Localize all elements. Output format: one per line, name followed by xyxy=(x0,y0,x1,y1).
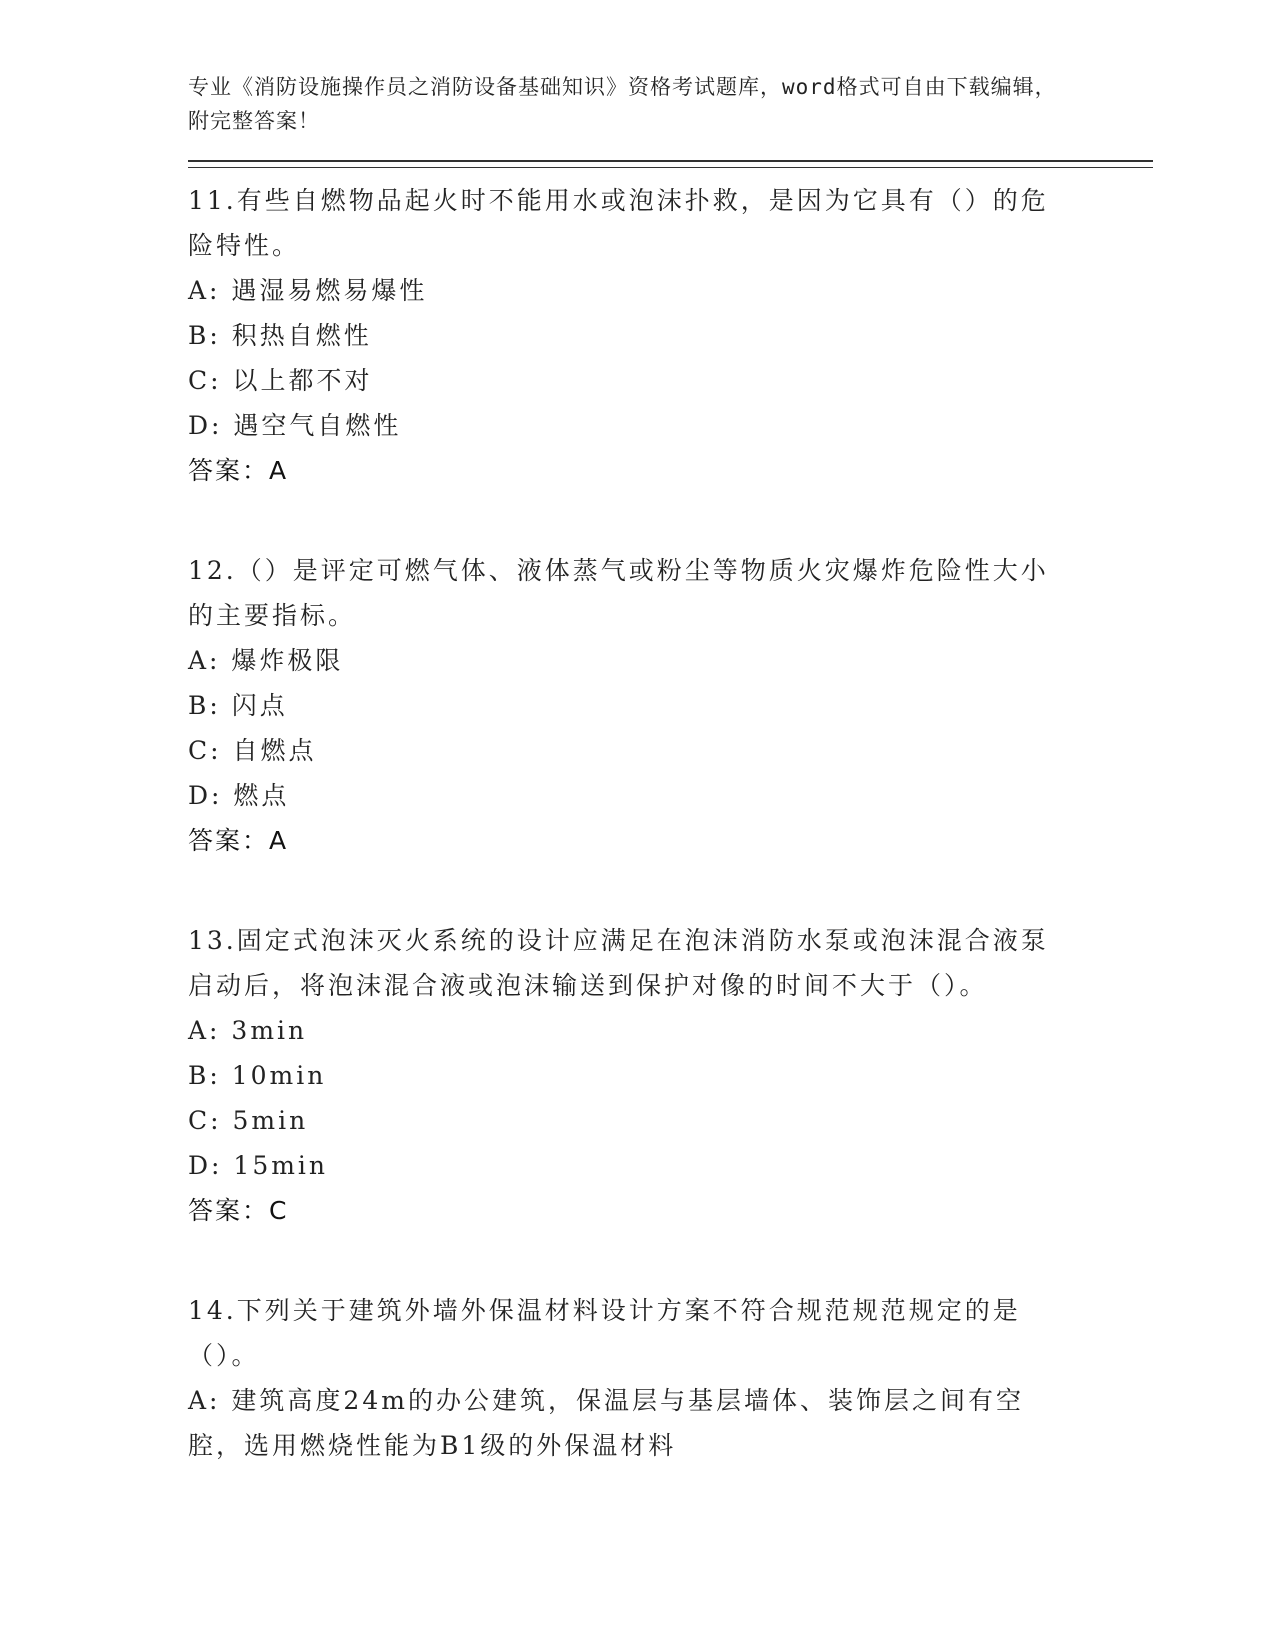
option-c: C: 以上都不对 xyxy=(188,366,373,395)
option-c: C: 自燃点 xyxy=(188,736,317,765)
question-12 xyxy=(188,548,1073,864)
option-d: D: 15min xyxy=(188,1151,329,1180)
question-14 xyxy=(188,1288,1073,1468)
option-b: B: 闪点 xyxy=(188,691,288,720)
question-stem: 14.下列关于建筑外墙外保温材料设计方案不符合规范规范规定的是（）。 xyxy=(188,1296,1021,1370)
option-a: A: 3min xyxy=(188,1016,308,1045)
option-b: B: 10min xyxy=(188,1061,327,1090)
question-13 xyxy=(188,918,1073,1234)
question-stem: 13.固定式泡沫灭火系统的设计应满足在泡沫消防水泵或泡沫混合液泵启动后，将泡沫混合液或泡沫输送到保护对像的时间不大于（）。 xyxy=(188,926,1049,1000)
option-a: A: 爆炸极限 xyxy=(188,646,344,675)
header-divider xyxy=(188,160,1153,168)
option-b: B: 积热自燃性 xyxy=(188,321,372,350)
answer: 答案：C xyxy=(188,1196,289,1225)
document-header: 专业《消防设施操作员之消防设备基础知识》资格考试题库，word格式可自由下载编辑，附完整答案！ xyxy=(188,75,1057,133)
answer: 答案：A xyxy=(188,826,289,855)
question-stem: 12.（）是评定可燃气体、液体蒸气或粉尘等物质火灾爆炸危险性大小的主要指标。 xyxy=(188,556,1049,630)
option-c: C: 5min xyxy=(188,1106,309,1135)
question-stem: 11.有些自燃物品起火时不能用水或泡沫扑救，是因为它具有（）的危险特性。 xyxy=(188,186,1049,260)
question-11 xyxy=(188,178,1073,494)
answer: 答案：A xyxy=(188,456,289,485)
option-d: D: 燃点 xyxy=(188,781,290,810)
option-d: D: 遇空气自燃性 xyxy=(188,411,402,440)
document-page xyxy=(188,70,1073,1468)
option-a: A: 建筑高度24m的办公建筑，保温层与基层墙体、装饰层之间有空腔，选用燃烧性能为B1级的外保温材料 xyxy=(188,1386,1024,1460)
option-a: A: 遇湿易燃易爆性 xyxy=(188,276,428,305)
